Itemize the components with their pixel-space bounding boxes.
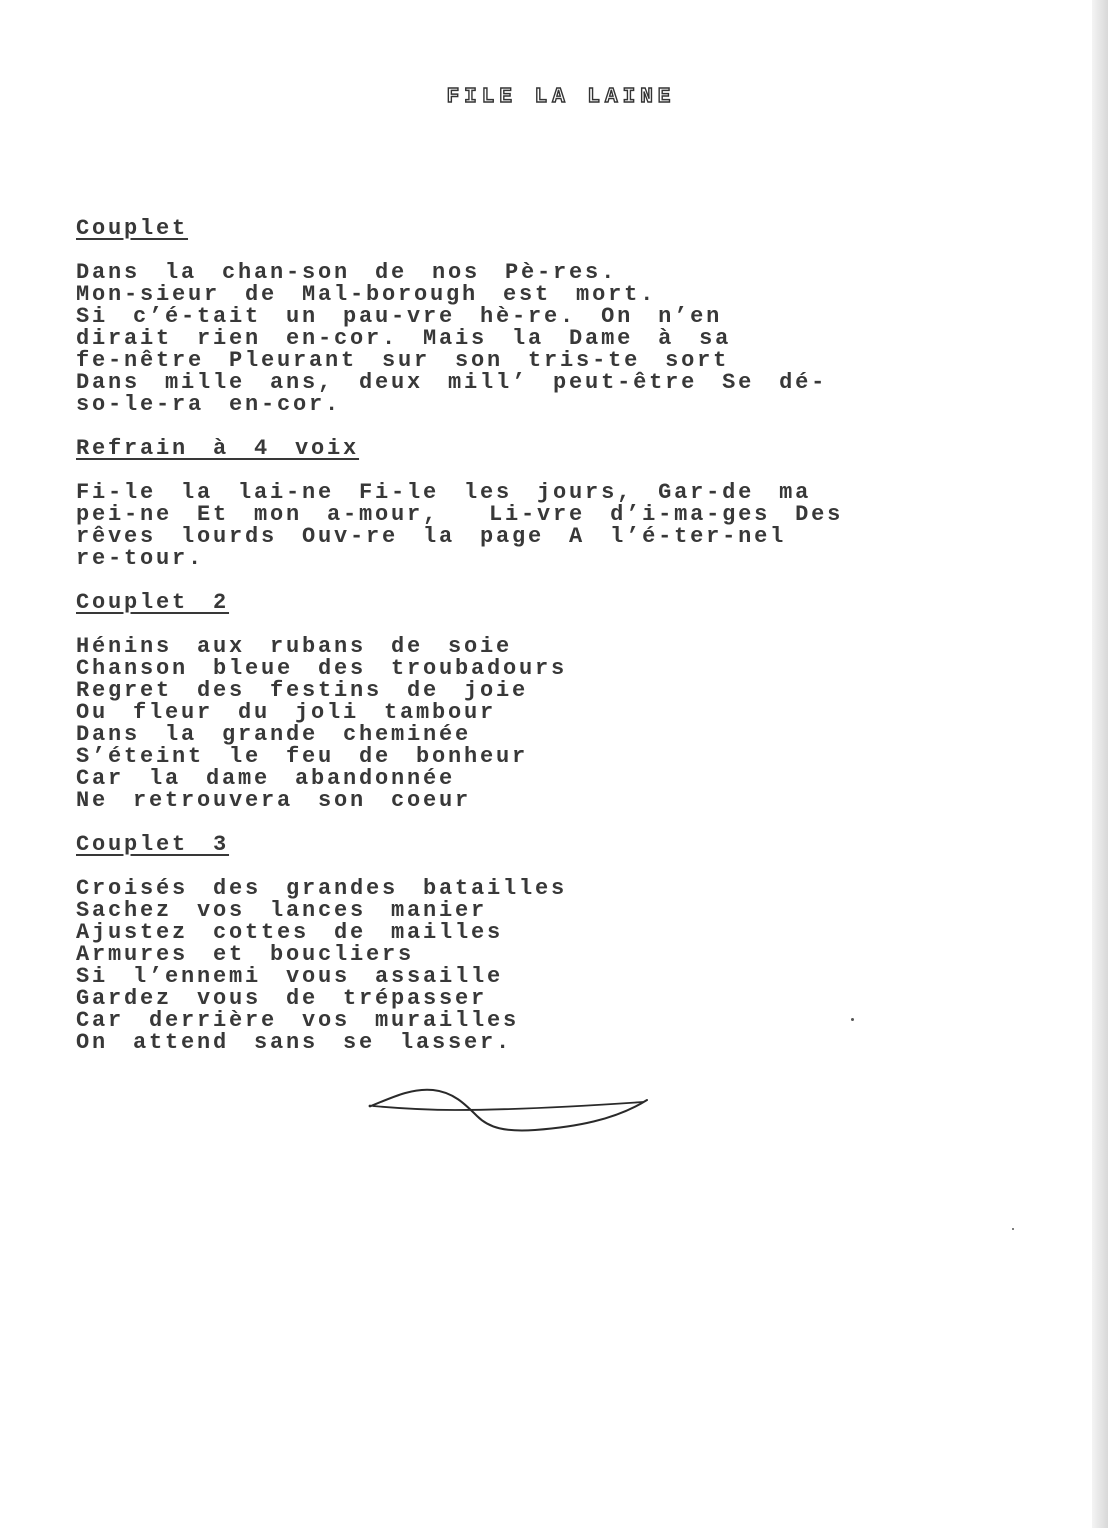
lyric-line: Dans la chan-son de nos Pè-res. [76, 260, 618, 285]
lyric-line: Fi-le la lai-ne Fi-le les jours, Gar-de ma [76, 480, 812, 505]
paper-speck [851, 1018, 854, 1021]
scan-edge [1092, 0, 1108, 1528]
lyric-line: Hénins aux rubans de soie [76, 634, 513, 659]
lyric-line: Ne retrouvera son coeur [76, 788, 472, 813]
lyric-line: fe-nêtre Pleurant sur son tris-te sort [76, 348, 730, 373]
lyric-line: Dans la grande cheminée [76, 722, 472, 747]
lyric-line: S’éteint le feu de bonheur [76, 744, 529, 769]
lyric-line: Croisés des grandes batailles [76, 876, 568, 901]
section-lines [76, 262, 1076, 416]
section-couplet-2 [76, 592, 1076, 812]
song-title: FILE LA LAINE [446, 86, 676, 109]
paper-speck [1012, 1228, 1014, 1230]
section-lines [76, 878, 1076, 1054]
lyric-line: Ajustez cottes de mailles [76, 920, 504, 945]
section-refrain [76, 438, 1076, 570]
lyric-line: Si c’é-tait un pau-vre hè-re. On n’en [76, 304, 723, 329]
section-heading: Couplet 2 [76, 590, 230, 615]
section-couplet-3 [76, 834, 1076, 1054]
lyric-line: rêves lourds Ouv-re la page A l’é-ter-nel [76, 524, 787, 549]
lyric-line: Regret des festins de joie [76, 678, 529, 703]
section-lines [76, 482, 1076, 570]
lyric-line: Car la dame abandonnée [76, 766, 456, 791]
lyric-line: re-tour. [76, 546, 205, 571]
lyric-line: Ou fleur du joli tambour [76, 700, 497, 725]
lyric-line: Car derrière vos murailles [76, 1008, 520, 1033]
section-couplet-1 [76, 218, 1076, 416]
lyrics-body [76, 218, 1076, 1076]
lyric-line: Dans mille ans, deux mill’ peut-être Se dé- [76, 370, 828, 395]
section-heading: Couplet 3 [76, 832, 230, 857]
section-heading: Couplet [76, 216, 189, 241]
lyric-line: dirait rien en-cor. Mais la Dame à sa [76, 326, 732, 351]
lyric-line: Chanson bleue des troubadours [76, 656, 568, 681]
lyric-line: On attend sans se lasser. [76, 1030, 513, 1055]
lyric-line: Armures et boucliers [76, 942, 415, 967]
lyric-line: pei-ne Et mon a-mour, Li-vre d’i-ma-ges Des [76, 502, 844, 527]
lyric-line: so-le-ra en-cor. [76, 392, 342, 417]
lyric-line: Gardez vous de trépasser [76, 986, 488, 1011]
lyric-line: Si l’ennemi vous assaille [76, 964, 504, 989]
lyric-line: Sachez vos lances manier [76, 898, 488, 923]
section-lines [76, 636, 1076, 812]
section-heading: Refrain à 4 voix [76, 436, 360, 461]
handwritten-signature [365, 1082, 655, 1142]
lyric-line: Mon-sieur de Mal-borough est mort. [76, 282, 657, 307]
